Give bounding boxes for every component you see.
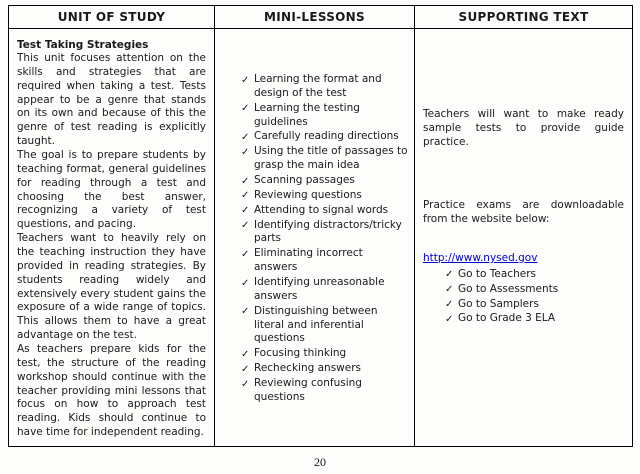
unit-paragraph: The goal is to prepare students by teaching format, general guidelines for reading through a test and choosing the best answer, recognizing a variety of test questions, and pacing.: [17, 149, 206, 231]
check-icon: ✓: [241, 220, 250, 232]
check-icon: ✓: [241, 277, 250, 289]
supporting-paragraph-sample-tests: Teachers will want to make ready sample tests to provide guide practice.: [423, 108, 624, 149]
table-header-row: [9, 6, 633, 29]
mini-lesson-item: [241, 102, 408, 130]
supporting-steps-list: [423, 268, 624, 326]
mini-lesson-item: [241, 347, 408, 361]
column-header-supporting-text: SUPPORTING TEXT: [415, 6, 633, 29]
check-icon: ✓: [241, 378, 250, 390]
mini-lesson-item-text: Attending to signal words: [254, 203, 389, 216]
supporting-step-item-text: Go to Teachers: [458, 267, 536, 280]
mini-lesson-item: [241, 189, 408, 203]
supporting-step-item: [445, 312, 624, 326]
mini-lesson-item: [241, 247, 408, 275]
mini-lesson-item-text: Learning the testing guidelines: [254, 101, 360, 128]
mini-lesson-item-text: Focusing thinking: [254, 347, 347, 360]
mini-lessons-list: [215, 29, 414, 412]
unit-paragraphs: [17, 52, 206, 440]
mini-lesson-item: [241, 174, 408, 188]
mini-lesson-item-text: Reviewing confusing questions: [254, 377, 362, 403]
mini-lesson-item: [241, 204, 408, 218]
check-icon: ✓: [241, 131, 250, 143]
check-icon: ✓: [241, 175, 250, 187]
supporting-step-item-text: Go to Samplers: [458, 297, 539, 310]
check-icon: ✓: [241, 348, 250, 360]
table-body-row: [9, 29, 633, 447]
mini-lessons-cell: [215, 29, 415, 447]
supporting-step-item: [445, 268, 624, 282]
supporting-step-item: [445, 298, 624, 312]
column-header-unit-of-study: UNIT OF STUDY: [9, 6, 215, 29]
supporting-step-item: [445, 283, 624, 297]
check-icon: ✓: [241, 103, 250, 115]
mini-lesson-item-text: Learning the format and design of the test: [254, 73, 382, 99]
supporting-step-item-text: Go to Grade 3 ELA: [458, 312, 556, 325]
curriculum-table: [8, 5, 633, 447]
mini-lesson-item: [241, 73, 408, 101]
page-number: 20: [314, 455, 326, 470]
mini-lesson-item: [241, 362, 408, 376]
nysed-link[interactable]: http://www.nysed.gov: [423, 251, 538, 264]
mini-lesson-item-text: Identifying unreasonable answers: [254, 276, 385, 302]
mini-lesson-item-text: Using the title of passages to grasp the main idea: [254, 145, 408, 172]
unit-title: Test Taking Strategies: [17, 39, 149, 51]
mini-lesson-item: [241, 305, 408, 347]
supporting-paragraph-practice-exams: Practice exams are downloadable from the website below:: [423, 198, 624, 225]
mini-lesson-item: [241, 219, 408, 247]
unit-of-study-cell: [9, 29, 215, 447]
check-icon: ✓: [445, 284, 454, 296]
mini-lesson-item-text: Distinguishing between literal and inferential questions: [254, 304, 378, 345]
supporting-step-item-text: Go to Assessments: [458, 282, 559, 295]
mini-lesson-item-text: Identifying distractors/tricky parts: [254, 218, 402, 245]
check-icon: ✓: [445, 299, 454, 311]
mini-lesson-item-text: Scanning passages: [254, 174, 355, 187]
check-icon: ✓: [445, 313, 454, 325]
mini-lesson-item: [241, 130, 408, 144]
mini-lesson-item-text: Eliminating incorrect answers: [254, 247, 363, 274]
check-icon: ✓: [241, 190, 250, 202]
check-icon: ✓: [241, 205, 250, 217]
check-icon: ✓: [241, 363, 250, 375]
column-header-mini-lessons: MINI-LESSONS: [215, 6, 415, 29]
unit-paragraph: Teachers want to heavily rely on the teaching instruction they have provided in reading strategies. By students reading widely and extensively every student gains the exposure of a wide range of topics. This allows them to have a great advantage on the test.: [17, 232, 206, 342]
check-icon: ✓: [241, 306, 250, 318]
unit-paragraph: As teachers prepare kids for the test, the structure of the reading workshop should continue with the teacher providing mini lessons that focus on how to approach test reading. Kids should continue to have time for independent reading.: [17, 343, 206, 439]
check-icon: ✓: [241, 248, 250, 260]
mini-lesson-item-text: Rechecking answers: [254, 362, 361, 375]
mini-lesson-item: [241, 377, 408, 405]
mini-lesson-item-text: Reviewing questions: [254, 188, 362, 201]
mini-lesson-item: [241, 276, 408, 304]
check-icon: ✓: [445, 269, 454, 281]
mini-lesson-item: [241, 145, 408, 173]
unit-paragraph: This unit focuses attention on the skills and strategies that are required when taking a test. Tests appear to be a genre that stands on its own and because of this the genre of test reading is explicitly taught.: [17, 52, 206, 148]
mini-lesson-item-text: Carefully reading directions: [254, 130, 399, 143]
check-icon: ✓: [241, 74, 250, 86]
supporting-text-cell: [415, 29, 633, 447]
check-icon: ✓: [241, 146, 250, 158]
